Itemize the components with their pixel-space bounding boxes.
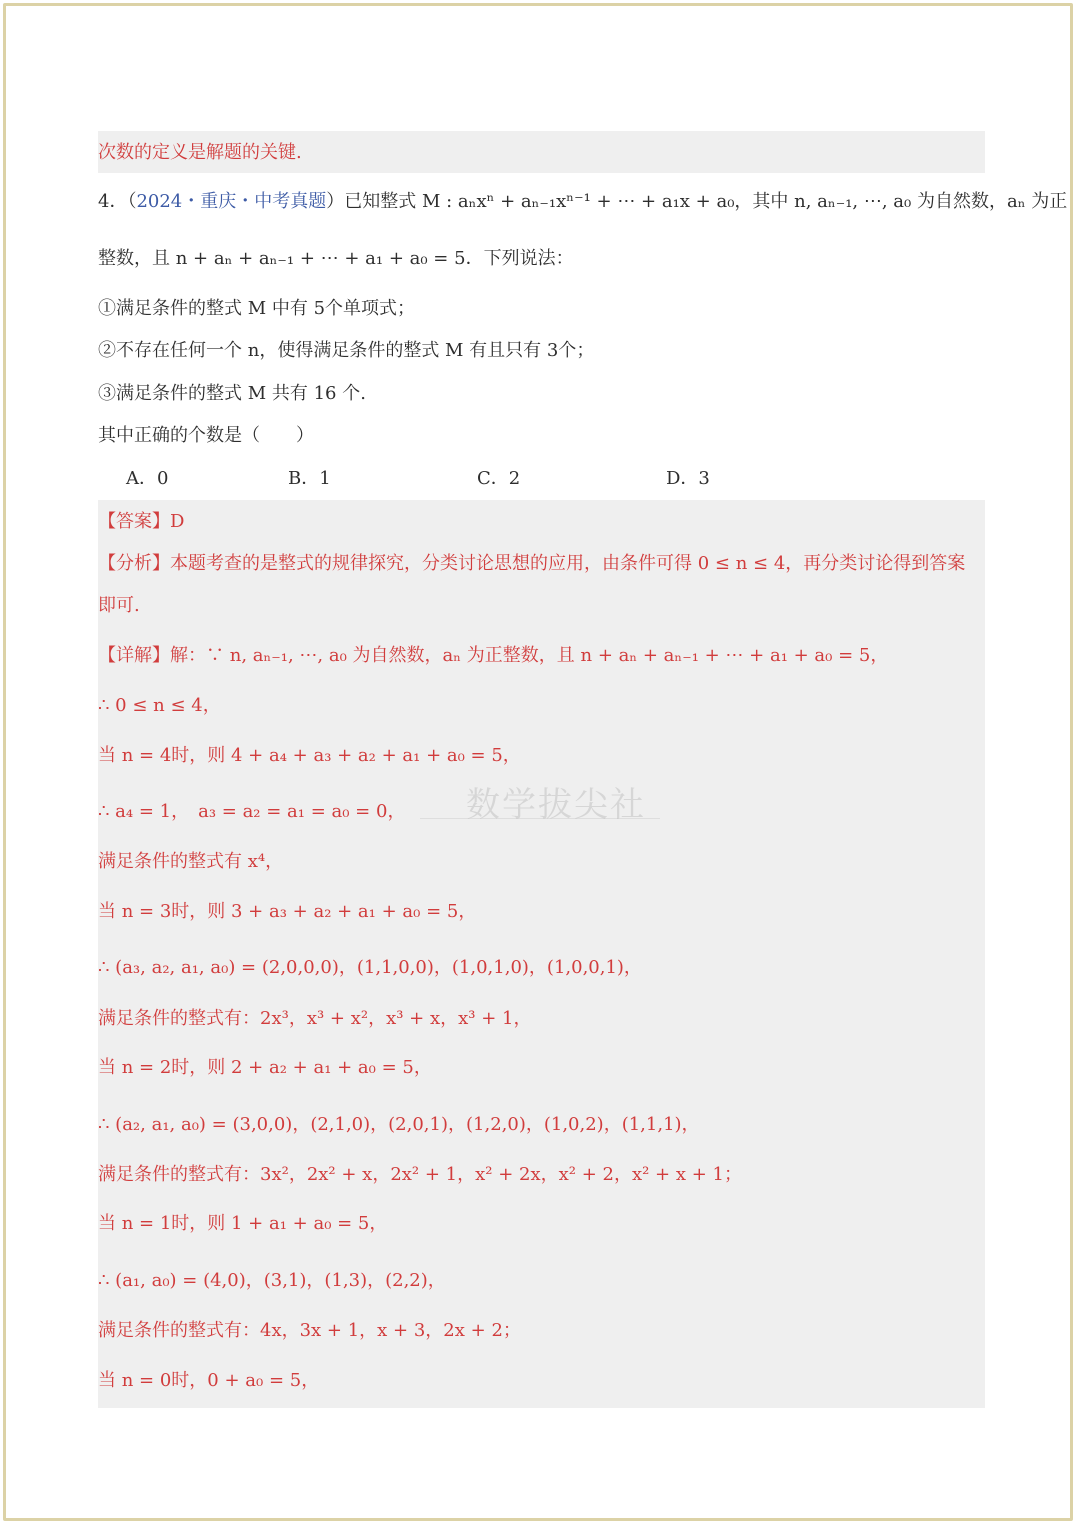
detail-line-12: 当 n = 1时，则 1 + a₁ + a₀ = 5，: [98, 1213, 388, 1234]
detail-line-7: ∴ (a₃, a₂, a₁, a₀) = (2,0,0,0)，(1,1,0,0)，(1,0,1,0)，(1,0,0,1)，: [98, 957, 642, 978]
detail-line-14: 满足条件的整式有：4x，3x + 1，x + 3，2x + 2；: [98, 1320, 521, 1341]
answer-label: 【答案】D: [98, 511, 185, 532]
question-line-1: [98, 187, 1068, 217]
question-stem: ）已知整式 M : aₙxⁿ + aₙ₋₁xⁿ⁻¹ + ⋯ + a₁x + a₀，其中 n, aₙ₋₁, ⋯, a₀ 为自然数，aₙ 为正: [326, 191, 1068, 212]
analysis-line-2: 即可.: [98, 595, 140, 616]
detail-line-4: ∴ a₄ = 1， a₃ = a₂ = a₁ = a₀ = 0，: [98, 801, 406, 822]
question-source: 2024・重庆・中考真题: [136, 191, 327, 212]
question-ask: 其中正确的个数是（ ）: [98, 425, 314, 446]
detail-line-1: 【详解】解：∵ n, aₙ₋₁, ⋯, a₀ 为自然数，aₙ 为正整数，且 n + aₙ + aₙ₋₁ + ⋯ + a₁ + a₀ = 5，: [98, 645, 889, 666]
option-a: A．0: [126, 468, 169, 489]
option-b: B．1: [288, 468, 331, 489]
detail-line-13: ∴ (a₁, a₀) = (4,0)，(3,1)，(1,3)，(2,2)，: [98, 1270, 446, 1291]
detail-line-6: 当 n = 3时，则 3 + a₃ + a₂ + a₁ + a₀ = 5，: [98, 901, 477, 922]
detail-line-2: ∴ 0 ≤ n ≤ 4，: [98, 695, 221, 716]
detail-line-15: 当 n = 0时，0 + a₀ = 5，: [98, 1370, 320, 1391]
question-number: 4．（: [98, 191, 137, 212]
detail-line-5: 满足条件的整式有 x⁴，: [98, 851, 284, 872]
detail-line-10: ∴ (a₂, a₁, a₀) = (3,0,0)，(2,1,0)，(2,0,1)，(1,2,0)，(1,0,2)，(1,1,1)，: [98, 1114, 700, 1135]
detail-line-8: 满足条件的整式有：2x³，x³ + x²，x³ + x，x³ + 1，: [98, 1008, 532, 1029]
watermark-logo: [420, 818, 660, 841]
analysis-line-1: 【分析】本题考查的是整式的规律探究，分类讨论思想的应用，由条件可得 0 ≤ n ≤ 4，再分类讨论得到答案: [98, 553, 966, 574]
prev-solution-text: 次数的定义是解题的关键.: [98, 142, 302, 163]
option-c: C．2: [477, 468, 521, 489]
watermark-text: 数学拔尖社: [466, 785, 646, 825]
statement-2: ②不存在任何一个 n，使得满足条件的整式 M 有且只有 3个；: [98, 340, 595, 361]
detail-line-11: 满足条件的整式有：3x²，2x² + x，2x² + 1，x² + 2x，x² + 2，x² + x + 1；: [98, 1164, 742, 1185]
statement-3: ③满足条件的整式 M 共有 16 个.: [98, 383, 366, 404]
detail-line-9: 当 n = 2时，则 2 + a₂ + a₁ + a₀ = 5，: [98, 1057, 432, 1078]
detail-line-3: 当 n = 4时，则 4 + a₄ + a₃ + a₂ + a₁ + a₀ = 5，: [98, 745, 521, 766]
question-line-2: 整数，且 n + aₙ + aₙ₋₁ + ⋯ + a₁ + a₀ = 5．下列说法：: [98, 248, 574, 269]
option-d: D．3: [666, 468, 710, 489]
statement-1: ①满足条件的整式 M 中有 5个单项式；: [98, 298, 416, 319]
